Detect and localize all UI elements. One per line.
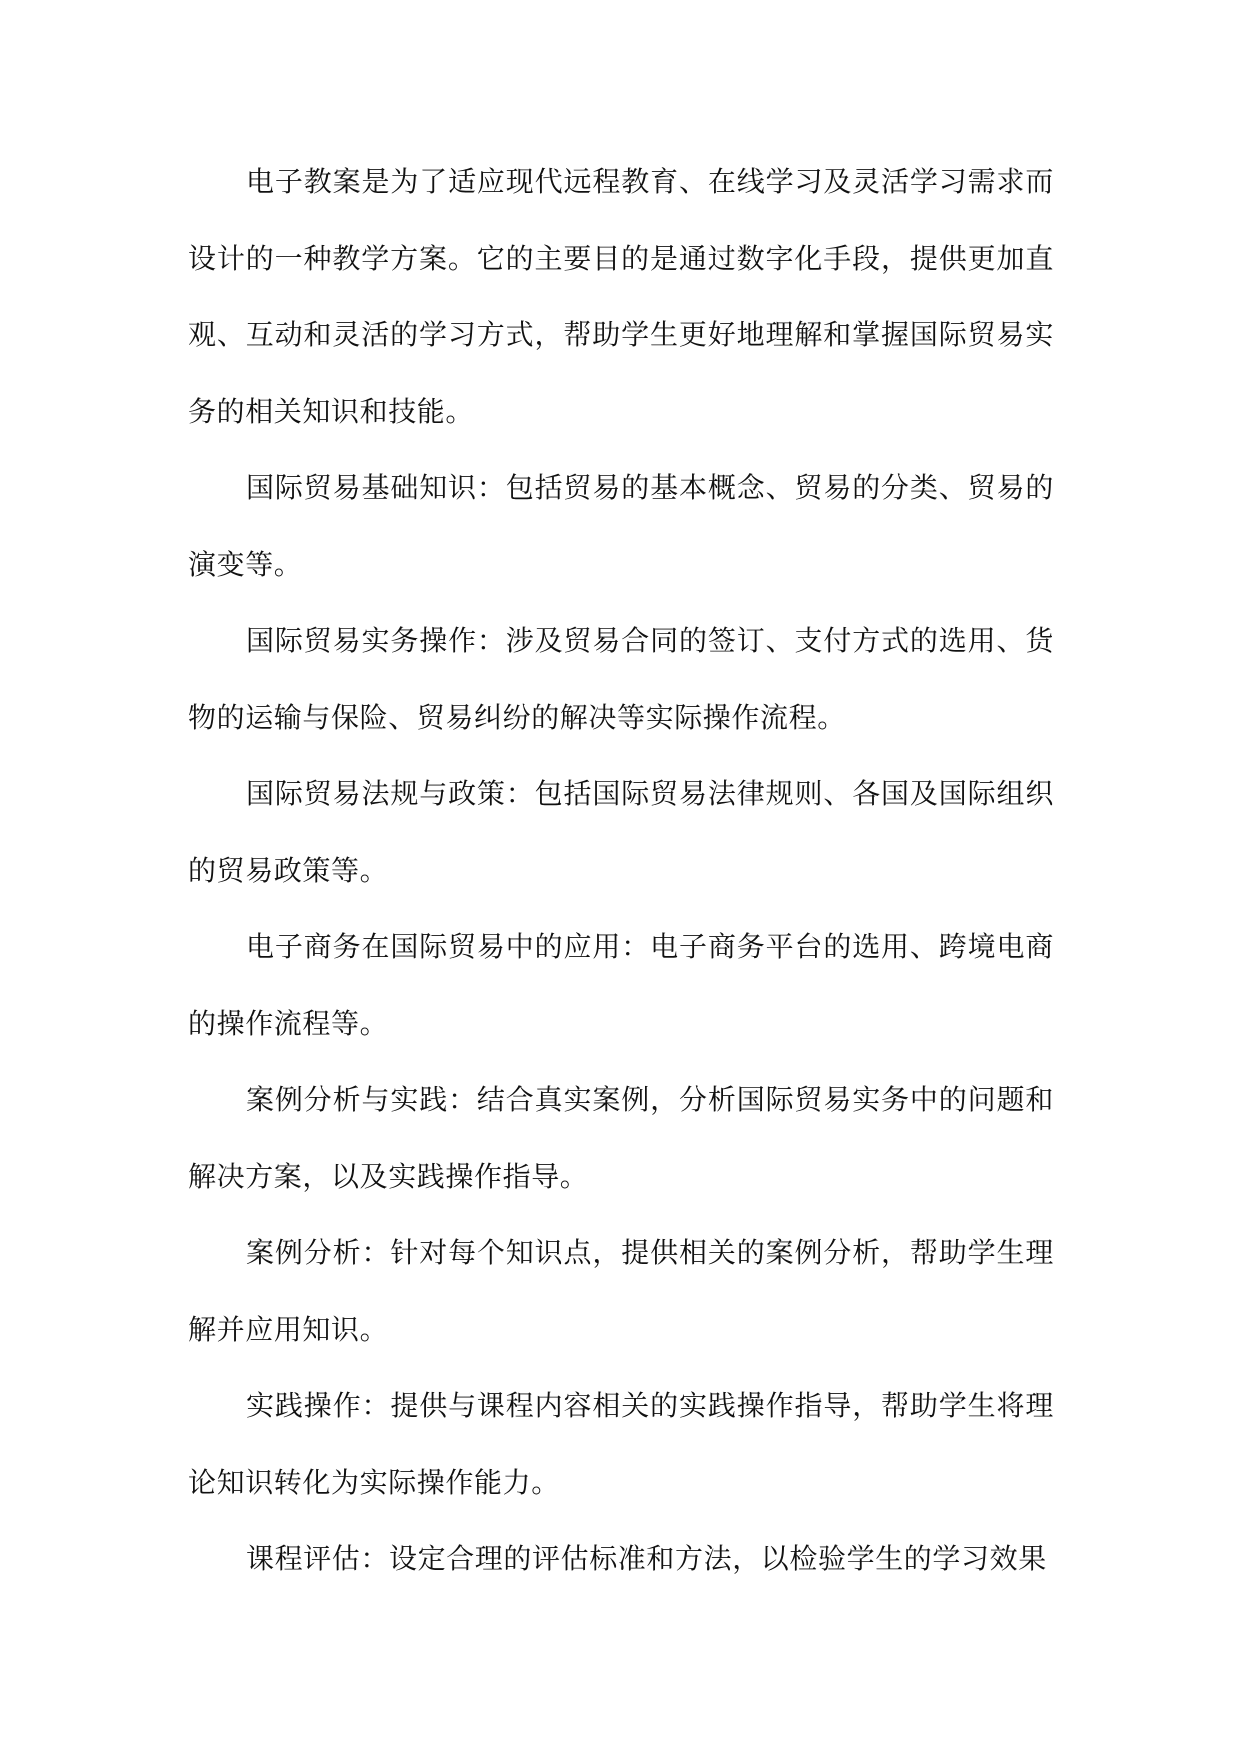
paragraph-course-evaluation: 课程评估：设定合理的评估标准和方法，以检验学生的学习效果	[246, 1542, 1047, 1575]
paragraph-trade-basics: 国际贸易基础知识：包括贸易的基本概念、贸易的分类、贸易的演变等。	[188, 471, 1054, 581]
paragraph-ecommerce: 电子商务在国际贸易中的应用：电子商务平台的选用、跨境电商的操作流程等。	[188, 930, 1054, 1040]
paragraph-case-practice: 案例分析与实践：结合真实案例，分析国际贸易实务中的问题和解决方案，以及实践操作指导。	[188, 1083, 1054, 1193]
paragraph-practical-operation: 实践操作：提供与课程内容相关的实践操作指导，帮助学生将理论知识转化为实际操作能力。	[188, 1389, 1054, 1499]
document-body	[188, 144, 1054, 1598]
paragraph-trade-operations: 国际贸易实务操作：涉及贸易合同的签订、支付方式的选用、货物的运输与保险、贸易纠纷的解决等实际操作流程。	[188, 624, 1054, 734]
paragraph-case-analysis: 案例分析：针对每个知识点，提供相关的案例分析，帮助学生理解并应用知识。	[188, 1236, 1054, 1346]
paragraph-trade-regulations: 国际贸易法规与政策：包括国际贸易法律规则、各国及国际组织的贸易政策等。	[188, 777, 1054, 887]
paragraph-intro: 电子教案是为了适应现代远程教育、在线学习及灵活学习需求而设计的一种教学方案。它的主要目的是通过数字化手段，提供更加直观、互动和灵活的学习方式，帮助学生更好地理解和掌握国际贸易实务的相关知识和技能。	[188, 165, 1054, 428]
